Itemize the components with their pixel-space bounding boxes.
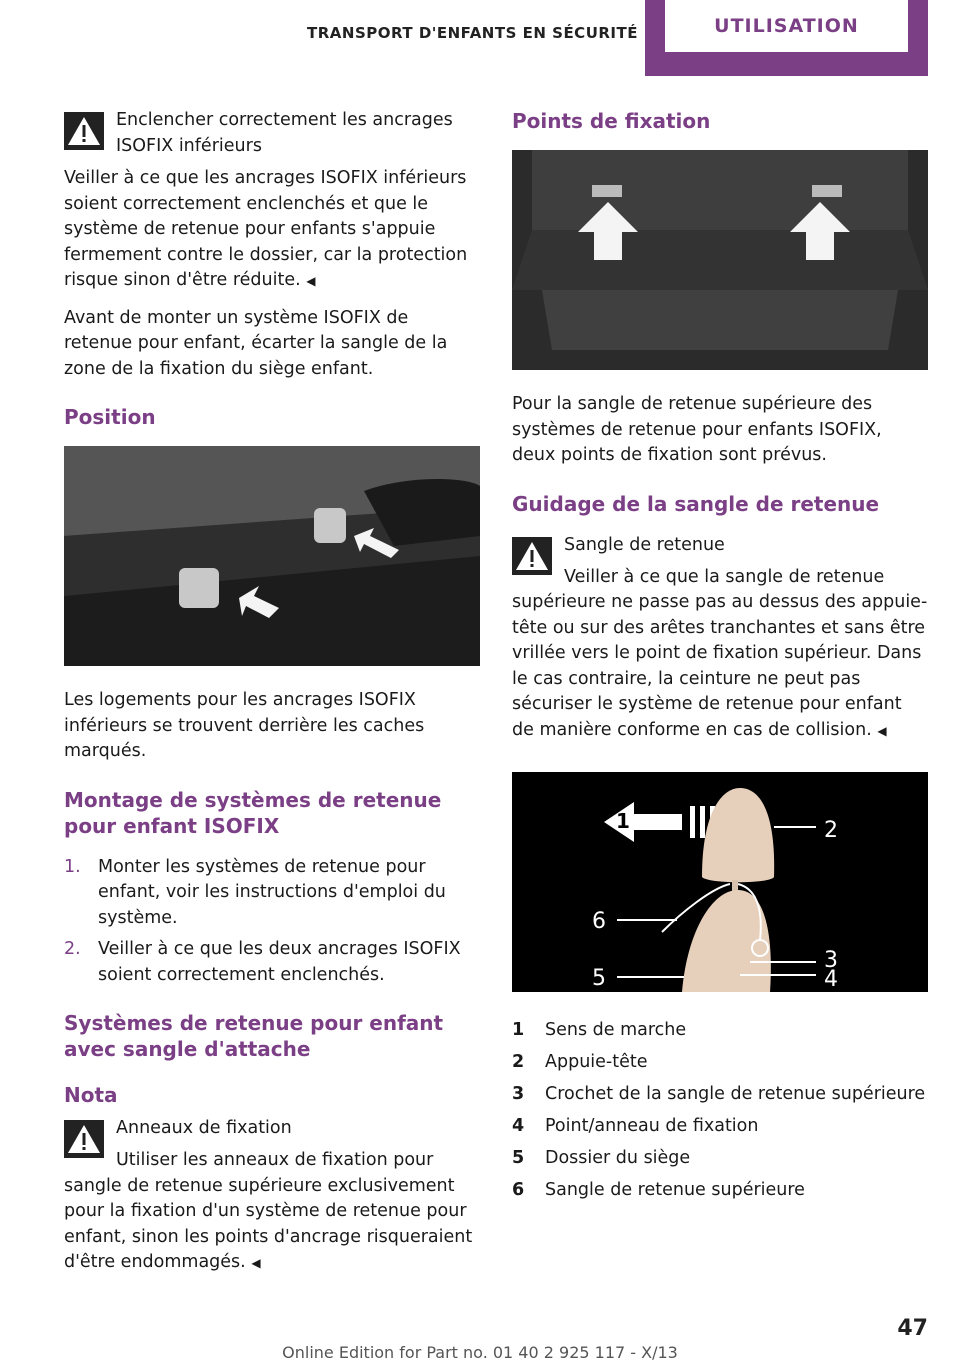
left-column bbox=[64, 108, 480, 1288]
end-marker: ◀ bbox=[251, 1256, 261, 1270]
list-item bbox=[512, 1142, 928, 1174]
warning-block-sangle bbox=[512, 533, 928, 585]
footer-edition: Online Edition for Part no. 01 40 2 925 117 - X/13 bbox=[282, 1343, 678, 1362]
list-item bbox=[512, 1014, 928, 1046]
anchor-points-photo bbox=[512, 150, 928, 370]
legend-text: Appuie-tête bbox=[545, 1052, 648, 1072]
right-column bbox=[512, 108, 928, 1206]
warning-triangle-icon bbox=[64, 1120, 104, 1158]
position-caption: Les logements pour les ancrages ISOFIX inférieurs se trouvent derrière les caches marqués. bbox=[64, 690, 425, 761]
list-item bbox=[512, 1174, 928, 1206]
list-item bbox=[512, 1046, 928, 1078]
legend-text: Point/anneau de fixation bbox=[545, 1116, 759, 1136]
end-marker: ◀ bbox=[877, 723, 887, 738]
diagram-label-3: 3 bbox=[824, 948, 838, 973]
warning-body: Veiller à ce que les ancrages ISOFIX inférieurs soient correctement enclenchés et que le système de retenue pour enfants s'appuie fermement contre le dossier, car la protection risque sinon d'être réduite. ◀ bbox=[64, 168, 468, 290]
legend-text: Dossier du siège bbox=[545, 1148, 691, 1168]
legend-number: 5 bbox=[512, 1148, 525, 1168]
legend-number: 6 bbox=[512, 1180, 525, 1200]
heading-guidage: Guidage de la sangle de retenue bbox=[512, 491, 880, 516]
diagram-label-1: 1 bbox=[616, 809, 630, 833]
chapter-tab-label: UTILISATION bbox=[665, 0, 908, 52]
warning-triangle-icon bbox=[64, 112, 104, 150]
warning-title: Anneaux de fixation bbox=[116, 1118, 292, 1138]
legend-text: Crochet de la sangle de retenue supérieure bbox=[545, 1084, 926, 1104]
diagram-label-5: 5 bbox=[592, 966, 606, 991]
running-header-section: TRANSPORT D'ENFANTS EN SÉCURITÉ bbox=[307, 24, 638, 42]
legend-number: 3 bbox=[512, 1084, 525, 1104]
warning-title-line1: Enclencher correctement les ancrages bbox=[116, 110, 453, 130]
step-text: Veiller à ce que les deux ancrages ISOFIX soient correctement enclenchés. bbox=[98, 939, 461, 985]
points-caption: Pour la sangle de retenue supérieure des systèmes de retenue pour enfants ISOFIX, deux points de fixation sont prévus. bbox=[512, 394, 882, 465]
heading-position: Position bbox=[64, 405, 156, 429]
warning-body: Veiller à ce que la sangle de retenue supérieure ne passe pas au dessus des appuie-tête ou sur des arêtes tranchantes et sans être vrillée vers le point de fixation supérieur. Dans le cas contraire, la ceinture ne peut pas sécuriser le système de retenue pour enfant de manière conforme en cas de collision. ◀ bbox=[512, 566, 928, 740]
chapter-tab bbox=[645, 0, 928, 76]
warning-body: Utiliser les anneaux de fixation pour sangle de retenue supérieure exclusivement pour la fixation d'un système de retenue pour enfant, sinon les points d'ancrage risqueraient d'être endommagés. ◀ bbox=[64, 1150, 473, 1272]
step-text: Monter les systèmes de retenue pour enfant, voir les instructions d'emploi du système. bbox=[98, 856, 446, 928]
warning-block-isofix bbox=[64, 108, 480, 160]
diagram-label-6: 6 bbox=[592, 909, 606, 934]
legend-number: 1 bbox=[512, 1020, 525, 1040]
list-item bbox=[512, 1110, 928, 1142]
end-marker: ◀ bbox=[306, 274, 316, 288]
montage-steps bbox=[64, 855, 480, 989]
heading-nota: Nota bbox=[64, 1083, 118, 1107]
headrest-diagram bbox=[512, 772, 928, 992]
paragraph-strap: Avant de monter un système ISOFIX de retenue pour enfant, écarter la sangle de la zone de la fixation du siège enfant. bbox=[64, 307, 448, 379]
legend-text: Sens de marche bbox=[545, 1020, 687, 1040]
page-number: 47 bbox=[897, 1316, 928, 1341]
heading-montage: Montage de systèmes de retenue pour enfant ISOFIX bbox=[64, 787, 442, 838]
warning-triangle-icon bbox=[512, 537, 552, 575]
diagram-label-4: 4 bbox=[824, 967, 838, 992]
diagram-label-2: 2 bbox=[824, 818, 838, 843]
warning-block-anneaux bbox=[64, 1116, 480, 1168]
legend-number: 4 bbox=[512, 1116, 525, 1136]
list-item bbox=[64, 937, 480, 988]
step-number: 2. bbox=[64, 939, 81, 959]
warning-title: Sangle de retenue bbox=[564, 534, 725, 555]
step-number: 1. bbox=[64, 856, 81, 877]
legend-number: 2 bbox=[512, 1052, 525, 1072]
isofix-anchors-photo bbox=[64, 446, 480, 666]
list-item bbox=[64, 855, 480, 932]
diagram-legend bbox=[512, 1014, 928, 1206]
heading-points: Points de fixation bbox=[512, 109, 711, 133]
warning-title-line2: ISOFIX inférieurs bbox=[116, 135, 262, 156]
list-item bbox=[512, 1078, 928, 1110]
legend-text: Sangle de retenue supérieure bbox=[545, 1180, 805, 1200]
heading-sangle: Systèmes de retenue pour enfant avec sangle d'attache bbox=[64, 1011, 444, 1061]
